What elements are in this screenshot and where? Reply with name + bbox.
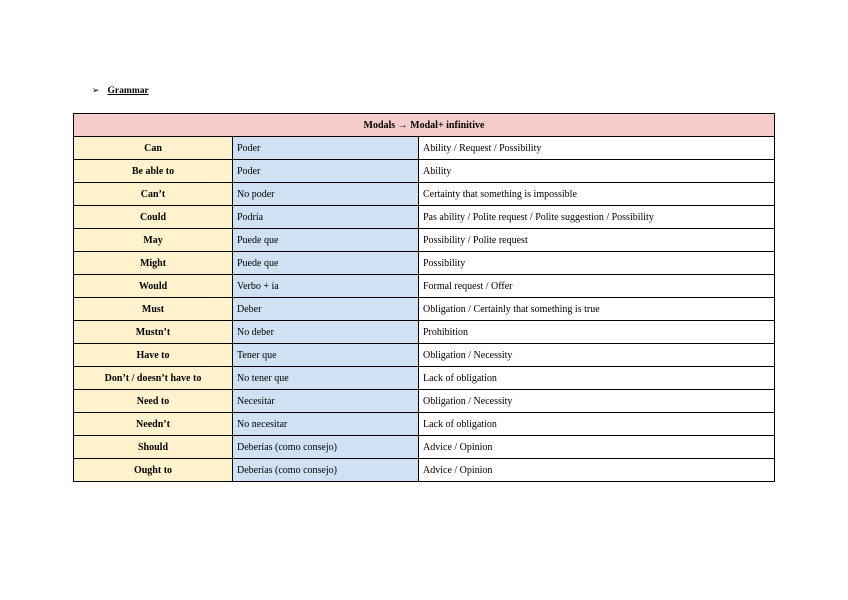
table-row (74, 229, 775, 252)
table-row (74, 275, 775, 298)
table-row (74, 298, 775, 321)
translation-cell: Necesitar (233, 390, 419, 413)
use-cell: Ability (419, 160, 775, 183)
modal-cell: Ought to (74, 459, 233, 482)
modal-cell: Might (74, 252, 233, 275)
use-cell: Possibility (419, 252, 775, 275)
table-row (74, 137, 775, 160)
use-cell: Prohibition (419, 321, 775, 344)
use-cell: Certainty that something is impossible (419, 183, 775, 206)
modal-cell: Would (74, 275, 233, 298)
use-cell: Obligation / Necessity (419, 344, 775, 367)
modal-cell: Needn’t (74, 413, 233, 436)
table-row (74, 367, 775, 390)
modal-cell: Be able to (74, 160, 233, 183)
modal-cell: Mustn’t (74, 321, 233, 344)
use-cell: Formal request / Offer (419, 275, 775, 298)
translation-cell: No deber (233, 321, 419, 344)
modal-cell: Have to (74, 344, 233, 367)
use-cell: Possibility / Polite request (419, 229, 775, 252)
use-cell: Obligation / Certainly that something is true (419, 298, 775, 321)
table-row (74, 160, 775, 183)
use-cell: Pas ability / Polite request / Polite suggestion / Possibility (419, 206, 775, 229)
translation-cell: No tener que (233, 367, 419, 390)
translation-cell: Tener que (233, 344, 419, 367)
table-body (74, 137, 775, 482)
use-cell: Lack of obligation (419, 367, 775, 390)
table-title: Modals → Modal+ infinitive (74, 114, 775, 137)
section-heading (92, 86, 149, 96)
modal-cell: Can (74, 137, 233, 160)
modal-cell: Can’t (74, 183, 233, 206)
modal-cell: Must (74, 298, 233, 321)
use-cell: Advice / Opinion (419, 459, 775, 482)
table-row (74, 344, 775, 367)
use-cell: Lack of obligation (419, 413, 775, 436)
translation-cell: Podría (233, 206, 419, 229)
modals-table (73, 113, 775, 482)
translation-cell: Puede que (233, 252, 419, 275)
translation-cell: Poder (233, 137, 419, 160)
translation-cell: No necesitar (233, 413, 419, 436)
modal-cell: Could (74, 206, 233, 229)
modal-cell: Should (74, 436, 233, 459)
use-cell: Ability / Request / Possibility (419, 137, 775, 160)
table-row (74, 252, 775, 275)
modal-cell: Need to (74, 390, 233, 413)
table-row (74, 183, 775, 206)
arrow-bullet-icon: ➢ (92, 86, 100, 96)
section-title: Grammar (107, 86, 149, 96)
table-row (74, 206, 775, 229)
modal-cell: Don’t / doesn’t have to (74, 367, 233, 390)
translation-cell: Puede que (233, 229, 419, 252)
table-row (74, 436, 775, 459)
translation-cell: Deberías (como consejo) (233, 459, 419, 482)
translation-cell: Verbo + ía (233, 275, 419, 298)
translation-cell: No poder (233, 183, 419, 206)
table-row (74, 321, 775, 344)
modal-cell: May (74, 229, 233, 252)
table-row (74, 459, 775, 482)
use-cell: Obligation / Necessity (419, 390, 775, 413)
table-title-row (74, 114, 775, 137)
use-cell: Advice / Opinion (419, 436, 775, 459)
translation-cell: Poder (233, 160, 419, 183)
translation-cell: Deberías (como consejo) (233, 436, 419, 459)
table-row (74, 413, 775, 436)
translation-cell: Deber (233, 298, 419, 321)
table-row (74, 390, 775, 413)
